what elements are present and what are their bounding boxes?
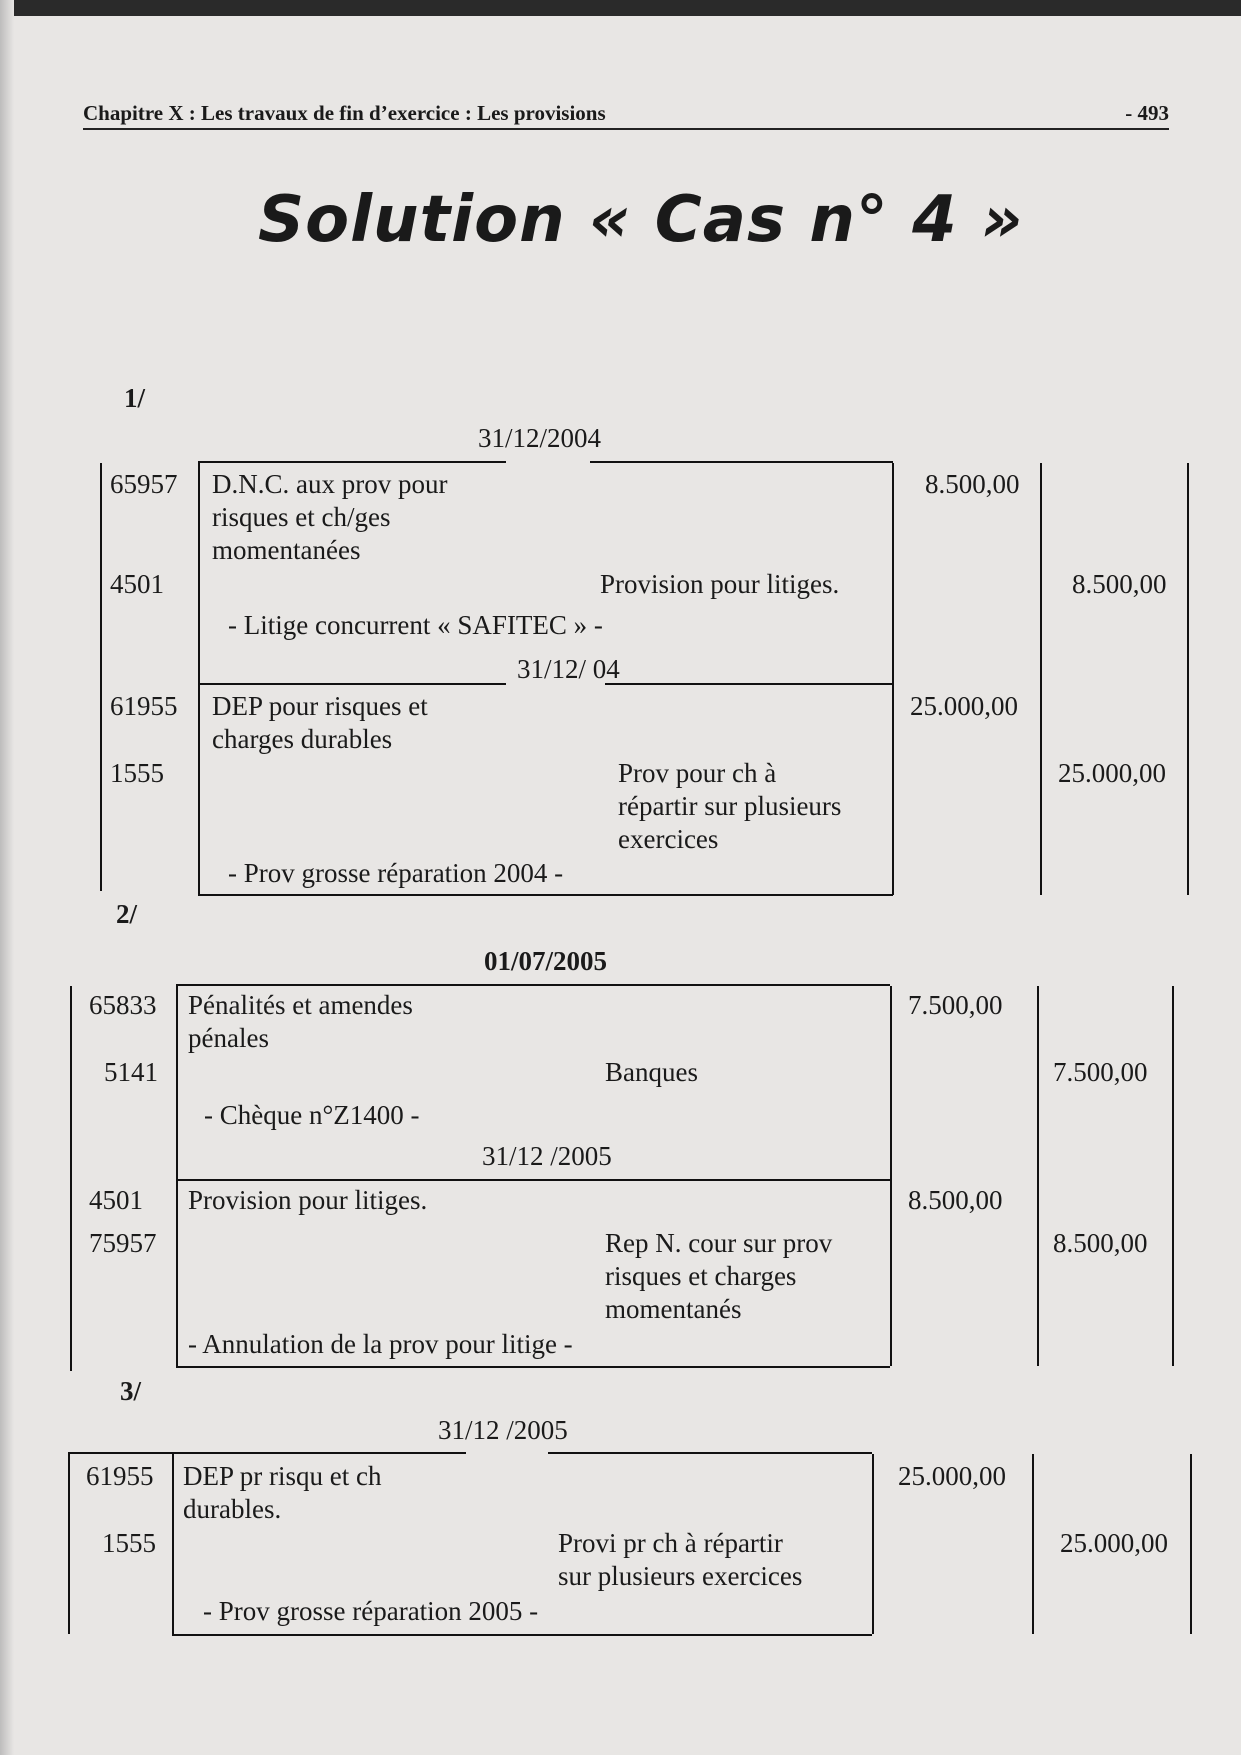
journal-left-rule [100, 463, 102, 891]
entry-date: 31/12/ 04 [517, 654, 620, 684]
debit-amount: 8.500,00 [908, 1185, 1003, 1215]
entry-date: 31/12/2004 [478, 423, 602, 453]
date-rule [176, 984, 890, 986]
date-rule [548, 1452, 872, 1454]
entry-date: 31/12 /2005 [438, 1415, 568, 1445]
header-rule [83, 128, 1169, 130]
date-rule [166, 1452, 466, 1454]
label-column-rule [872, 1454, 874, 1634]
debit-account: 4501 [89, 1185, 143, 1215]
entry-date: 01/07/2005 [484, 946, 608, 976]
date-rule [176, 1179, 890, 1181]
debit-label-line: DEP pr risqu et ch [183, 1461, 382, 1491]
account-column-rule [172, 1454, 174, 1634]
debit-column-rule [1032, 1454, 1034, 1634]
entry-date: 31/12 /2005 [482, 1141, 612, 1171]
date-rule [198, 461, 506, 463]
label-column-rule [892, 463, 894, 895]
date-rule [68, 1452, 166, 1454]
debit-label-line: DEP pour risques et [212, 691, 428, 721]
credit-label-line: risques et charges [605, 1261, 797, 1291]
credit-label-line: exercices [618, 824, 719, 854]
page-title: Solution « Cas n° 4 » [258, 183, 1024, 257]
page-gutter-shadow [0, 0, 14, 1755]
page-number: - 493 [1125, 101, 1169, 125]
debit-account: 65833 [89, 990, 157, 1020]
debit-amount: 25.000,00 [910, 691, 1018, 721]
debit-label-line: pénales [188, 1023, 269, 1053]
entry-note: - Prov grosse réparation 2004 - [228, 858, 564, 888]
journal-right-rule [1172, 986, 1174, 1366]
section-label: 2/ [116, 899, 138, 929]
journal-right-rule [1187, 463, 1189, 895]
debit-label-line: Pénalités et amendes [188, 990, 413, 1020]
chapter-header: Chapitre X : Les travaux de fin d’exercice : Les provisions [83, 101, 606, 125]
debit-label-line: charges durables [212, 724, 393, 754]
credit-label-line: Provi pr ch à répartir [558, 1528, 783, 1558]
debit-column-rule [1040, 463, 1042, 895]
entry-note: - Annulation de la prov pour litige - [188, 1329, 573, 1359]
section-label: 3/ [120, 1376, 142, 1406]
entry-bottom-rule [198, 894, 893, 896]
credit-label-line: répartir sur plusieurs [618, 791, 842, 821]
credit-amount: 8.500,00 [1072, 569, 1167, 599]
debit-account: 65957 [110, 469, 178, 499]
credit-label-line: Rep N. cour sur prov [605, 1228, 833, 1258]
journal-right-rule [1190, 1454, 1192, 1634]
credit-label-line: Prov pour ch à [618, 758, 777, 788]
section-label: 1/ [124, 383, 146, 413]
entry-note: - Prov grosse réparation 2005 - [203, 1596, 539, 1626]
credit-amount: 8.500,00 [1053, 1228, 1148, 1258]
date-rule [590, 461, 893, 463]
debit-account: 61955 [86, 1461, 154, 1491]
credit-account: 75957 [89, 1228, 157, 1258]
entry-note: - Chèque n°Z1400 - [204, 1100, 420, 1130]
debit-amount: 8.500,00 [925, 469, 1020, 499]
debit-account: 61955 [110, 691, 178, 721]
credit-account: 1555 [102, 1528, 156, 1558]
date-rule [198, 683, 506, 685]
credit-amount: 7.500,00 [1053, 1057, 1148, 1087]
debit-label-line: risques et ch/ges [212, 502, 391, 532]
journal-left-rule [70, 986, 72, 1371]
journal-left-rule [68, 1454, 70, 1634]
credit-amount: 25.000,00 [1058, 758, 1166, 788]
credit-account: 1555 [110, 758, 164, 788]
credit-label-line: momentanés [605, 1294, 742, 1324]
entry-bottom-rule [176, 1366, 890, 1368]
entry-bottom-rule [172, 1634, 872, 1636]
label-column-rule [890, 986, 892, 1366]
entry-note: - Litige concurrent « SAFITEC » - [228, 610, 603, 640]
debit-amount: 25.000,00 [898, 1461, 1006, 1491]
credit-label-line: sur plusieurs exercices [558, 1561, 803, 1591]
debit-label-line: Provision pour litiges. [188, 1185, 428, 1215]
debit-label-line: momentanées [212, 535, 361, 565]
account-column-rule [176, 986, 178, 1366]
debit-label-line: D.N.C. aux prov pour [212, 469, 448, 499]
credit-account: 5141 [104, 1057, 158, 1087]
credit-label-line: Provision pour litiges. [600, 569, 840, 599]
date-rule [605, 683, 893, 685]
debit-column-rule [1037, 986, 1039, 1366]
credit-account: 4501 [110, 569, 164, 599]
scan-top-edge [0, 0, 1241, 16]
debit-amount: 7.500,00 [908, 990, 1003, 1020]
credit-amount: 25.000,00 [1060, 1528, 1168, 1558]
account-column-rule [198, 463, 200, 895]
debit-label-line: durables. [183, 1494, 282, 1524]
credit-label-line: Banques [605, 1057, 698, 1087]
